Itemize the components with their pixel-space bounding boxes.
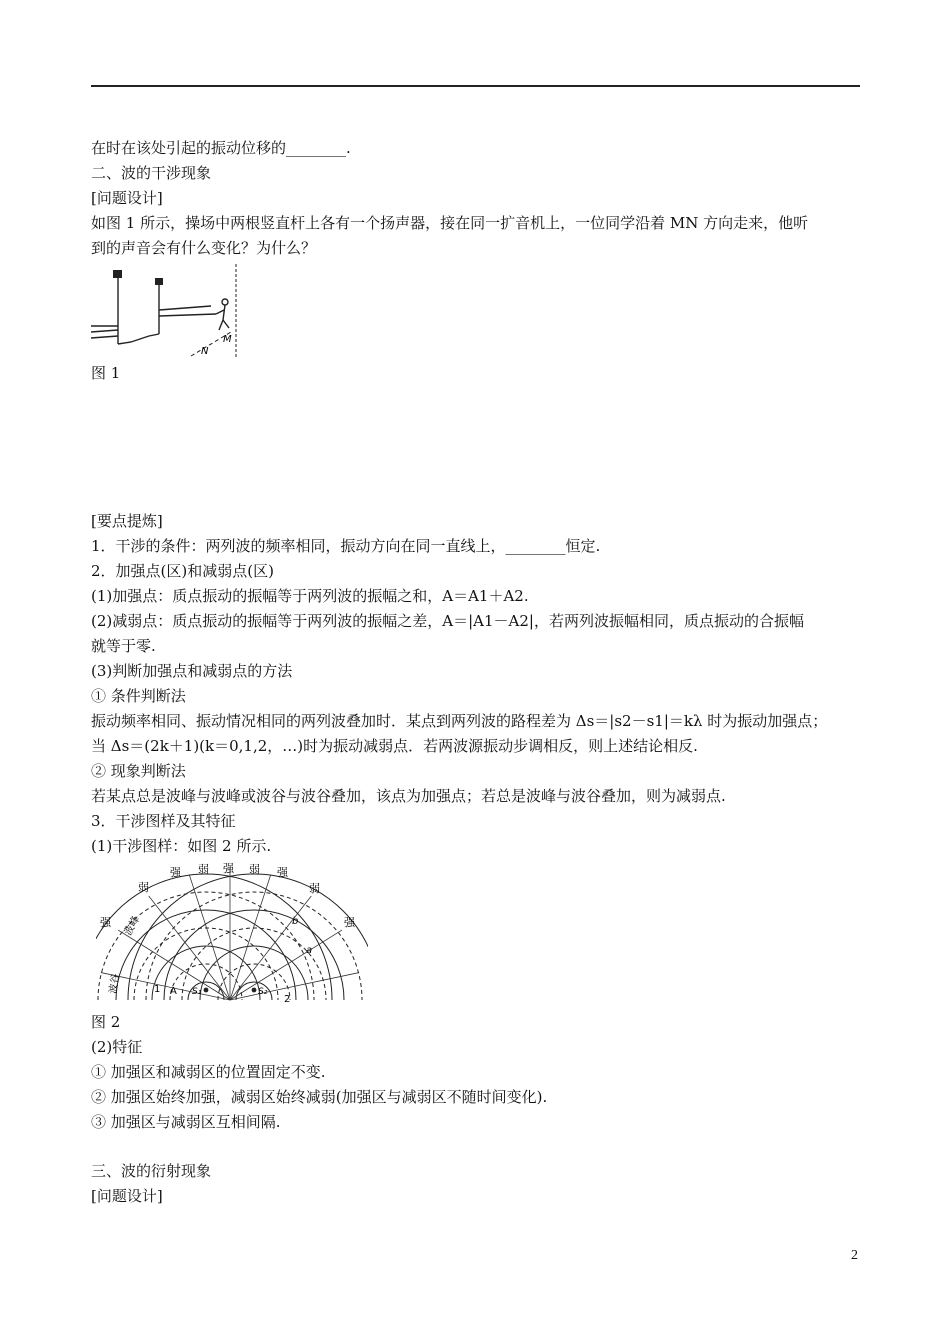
text-line: [问题设计]	[91, 189, 163, 207]
page-number: 2	[851, 1248, 858, 1263]
text-line: 当 Δs＝(2k＋1)(k＝0,1,2，…)时为振动减弱点．若两波源振动步调相反，则上述结论相反.	[91, 737, 698, 755]
text-line: ② 加强区始终加强，减弱区始终减弱(加强区与减弱区不随时间变化).	[91, 1088, 548, 1106]
figure-caption: 图 1	[91, 364, 121, 382]
label-b: b	[292, 916, 299, 927]
label-m: M	[223, 334, 232, 345]
text-line: [要点提炼]	[91, 512, 163, 530]
interference-line	[230, 874, 271, 1000]
text-line: 1．干涉的条件：两列波的频率相同，振动方向在同一直线上，________恒定.	[91, 537, 601, 555]
text-line: (2)特征	[91, 1038, 143, 1056]
text-line: 就等于零.	[91, 637, 156, 655]
label-n: N	[201, 346, 209, 357]
label-weak: 弱	[249, 863, 260, 876]
text-line: 3．干涉图样及其特征	[91, 812, 236, 830]
text-line: ② 现象判断法	[91, 762, 186, 780]
header-rule	[91, 85, 860, 87]
label-weak: 弱	[309, 882, 320, 895]
label-1: 1	[154, 984, 161, 995]
figure-2	[96, 860, 368, 1002]
label-weak: 弱	[138, 881, 149, 894]
interference-line	[189, 874, 230, 1000]
section-heading: 二、波的干涉现象	[91, 164, 212, 182]
label-weak: 弱	[198, 863, 209, 876]
text-line: 到的声音会有什么变化？为什么？	[91, 239, 317, 257]
text-line: [问题设计]	[91, 1187, 163, 1205]
label-s2: S₂	[258, 987, 268, 997]
label-strong: 强	[170, 866, 181, 879]
figure-caption: 图 2	[91, 1013, 121, 1031]
text-line: 若某点总是波峰与波峰或波谷与波谷叠加，该点为加强点；若总是波峰与波谷叠加，则为减弱点.	[91, 787, 726, 805]
text-line: 在时在该处引起的振动位移的________.	[91, 139, 351, 157]
interference-line	[230, 973, 359, 1000]
text-line: ① 条件判断法	[91, 687, 186, 705]
text-line: 2．加强点(区)和减弱点(区)	[91, 562, 274, 580]
text-line: (2)减弱点：质点振动的振幅等于两列波的振幅之差，A＝|A1－A2|，若两列波振幅相同，质点振动的合振幅	[91, 612, 804, 630]
label-a: a	[306, 945, 313, 956]
text-line: (1)干涉图样：如图 2 所示.	[91, 837, 272, 855]
text-line: (3)判断加强点和减弱点的方法	[91, 662, 293, 680]
text-line: ③ 加强区与减弱区互相间隔.	[91, 1113, 281, 1131]
text-line: 如图 1 所示，操场中两根竖直杆上各有一个扬声器，接在同一扩音机上，一位同学沿着 MN 方向走来，他听	[91, 214, 809, 232]
text-line: (1)加强点：质点振动的振幅等于两列波的振幅之和，A＝A1＋A2.	[91, 587, 529, 605]
label-strong: 强	[100, 916, 111, 929]
label-strong: 强	[277, 866, 288, 879]
label-s1: S₁	[192, 987, 202, 997]
figure-1	[91, 264, 239, 358]
label-strong: 强	[223, 862, 234, 875]
label-crest: 波峰	[122, 914, 143, 938]
section-heading: 三、波的衍射现象	[91, 1162, 212, 1180]
label-strong: 强	[344, 916, 355, 929]
label-2: 2	[284, 994, 291, 1002]
label-trough: 波谷	[108, 973, 122, 995]
label-a-point: A	[170, 986, 177, 997]
text-line: 振动频率相同、振动情况相同的两列波叠加时．某点到两列波的路程差为 Δs＝|s2－s1|＝kλ 时为振动加强点；	[91, 712, 828, 730]
text-line: ① 加强区和减弱区的位置固定不变.	[91, 1063, 326, 1081]
wavefront-arc	[128, 874, 368, 1000]
